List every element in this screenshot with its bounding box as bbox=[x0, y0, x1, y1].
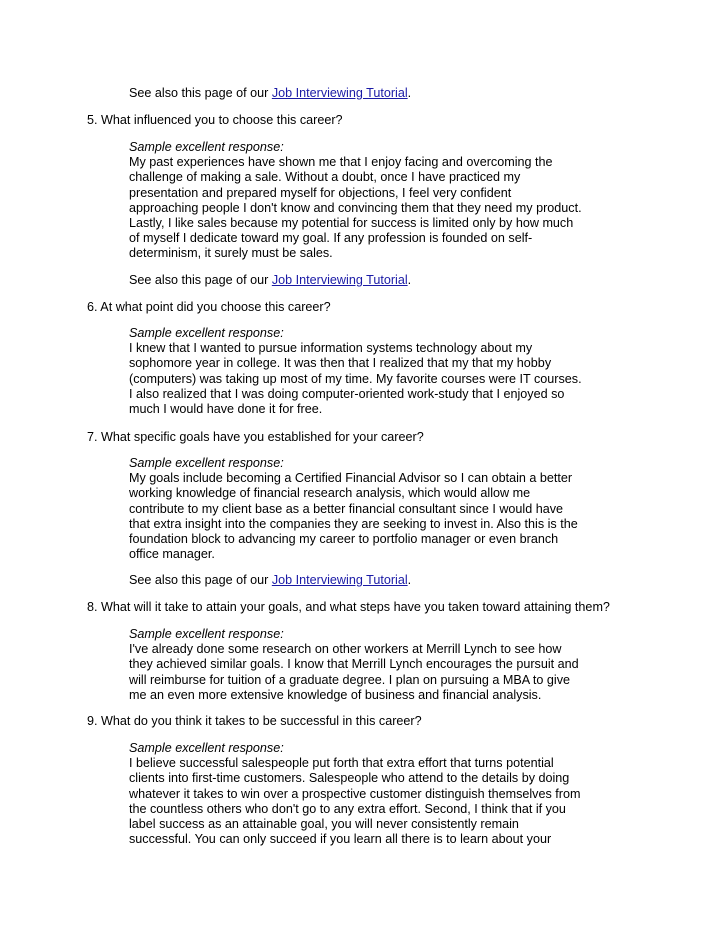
response-7 bbox=[129, 456, 649, 562]
see-also-prefix: See also this page of our bbox=[129, 273, 272, 287]
sample-response-label: Sample excellent response: bbox=[129, 326, 284, 340]
response-line: (computers) was taking up most of my time. My favorite courses were IT courses. bbox=[129, 371, 582, 386]
response-8 bbox=[129, 627, 649, 703]
response-line: that extra insight into the companies they are seeking to invest in. Also this is the bbox=[129, 516, 578, 531]
response-line: me an even more extensive knowledge of business and financial analysis. bbox=[129, 687, 542, 702]
see-also-line bbox=[129, 573, 649, 588]
sample-response-label: Sample excellent response: bbox=[129, 627, 284, 641]
response-line: I also realized that I was doing computer-oriented work-study that I enjoyed so bbox=[129, 386, 565, 401]
response-6 bbox=[129, 326, 649, 417]
response-line: My past experiences have shown me that I enjoy facing and overcoming the bbox=[129, 155, 553, 170]
question-8: 8. What will it take to attain your goals, and what steps have you taken toward attaining them? bbox=[87, 600, 610, 614]
question-9: 9. What do you think it takes to be successful in this career? bbox=[87, 714, 422, 728]
see-also-line bbox=[129, 273, 649, 288]
question-5: 5. What influenced you to choose this career? bbox=[87, 113, 343, 127]
response-line: will reimburse for tuition of a graduate degree. I plan on pursuing a MBA to give bbox=[129, 672, 571, 687]
job-interviewing-tutorial-link[interactable]: Job Interviewing Tutorial bbox=[271, 573, 408, 587]
response-line: Lastly, I like sales because my potential for success is limited only by how much bbox=[129, 216, 574, 231]
job-interviewing-tutorial-link[interactable]: Job Interviewing Tutorial bbox=[271, 86, 408, 100]
response-line: I knew that I wanted to pursue information systems technology about my bbox=[129, 341, 533, 356]
response-line: sophomore year in college. It was then that I realized that my that my hobby bbox=[129, 356, 552, 371]
see-also-prefix: See also this page of our bbox=[129, 86, 272, 100]
see-also-suffix: . bbox=[407, 273, 412, 287]
response-line: much I would have done it for free. bbox=[129, 402, 323, 417]
response-line: I've already done some research on other workers at Merrill Lynch to see how bbox=[129, 642, 562, 657]
see-also-prefix: See also this page of our bbox=[129, 573, 272, 587]
response-line: they achieved similar goals. I know that Merrill Lynch encourages the pursuit and bbox=[129, 657, 579, 672]
response-line: label success as an attainable goal, you will never consistently remain bbox=[129, 817, 519, 832]
response-line: working knowledge of financial research analysis, which would allow me bbox=[129, 486, 531, 501]
see-also-suffix: . bbox=[407, 573, 412, 587]
response-line: successful. You can only succeed if you learn all there is to learn about your bbox=[129, 832, 552, 847]
see-also-suffix: . bbox=[407, 86, 412, 100]
response-line: the countless others who don't go to any extra effort. Second, I think that if you bbox=[129, 801, 566, 816]
sample-response-label: Sample excellent response: bbox=[129, 456, 284, 470]
response-line: determinism, it surely must be sales. bbox=[129, 246, 333, 261]
response-line: of myself I dedicate toward my goal. If any profession is founded on self- bbox=[129, 231, 533, 246]
job-interviewing-tutorial-link[interactable]: Job Interviewing Tutorial bbox=[271, 273, 408, 287]
response-5 bbox=[129, 140, 649, 262]
sample-response-label: Sample excellent response: bbox=[129, 140, 284, 154]
response-line: presentation and prepared myself for objections, I feel very confident bbox=[129, 185, 512, 200]
response-9 bbox=[129, 741, 649, 847]
response-line: I believe successful salespeople put forth that extra effort that turns potential bbox=[129, 756, 554, 771]
sample-response-label: Sample excellent response: bbox=[129, 741, 284, 755]
response-line: clients into first-time customers. Salespeople who attend to the details by doing bbox=[129, 771, 570, 786]
response-line: office manager. bbox=[129, 547, 215, 562]
response-line: whatever it takes to win over a prospective customer distinguish themselves from bbox=[129, 786, 581, 801]
response-line: challenge of making a sale. Without a doubt, once I have practiced my bbox=[129, 170, 521, 185]
question-7: 7. What specific goals have you established for your career? bbox=[87, 430, 424, 444]
question-6: 6. At what point did you choose this career? bbox=[87, 300, 331, 314]
response-line: contribute to my client base as a better financial consultant since I would have bbox=[129, 501, 564, 516]
see-also-line bbox=[129, 86, 649, 101]
response-line: My goals include becoming a Certified Financial Advisor so I can obtain a better bbox=[129, 471, 573, 486]
response-line: foundation block to advancing my career to portfolio manager or even branch bbox=[129, 532, 559, 547]
response-line: approaching people I don't know and convincing them that they need my product. bbox=[129, 200, 582, 215]
